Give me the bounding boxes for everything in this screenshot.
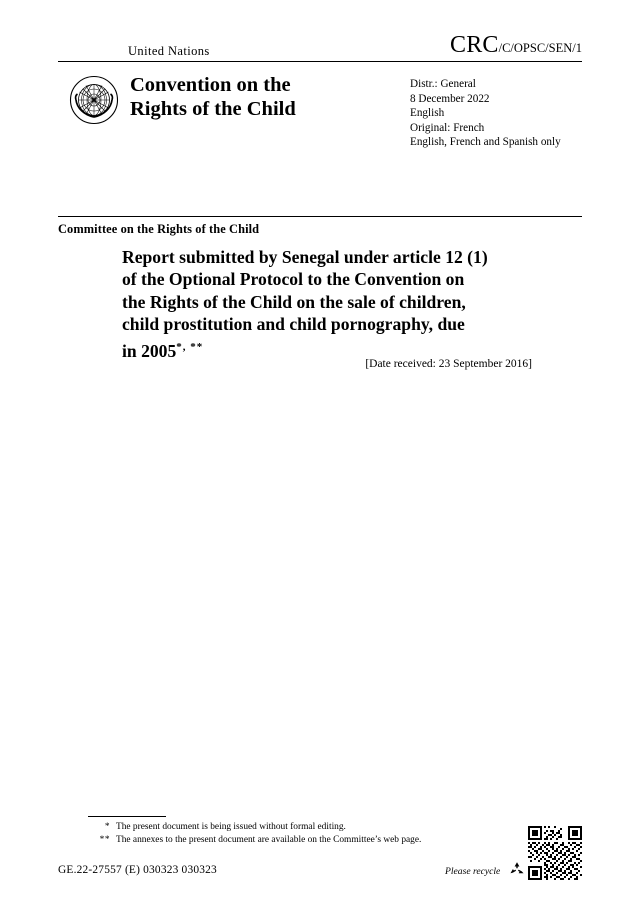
footnote-separator: [88, 816, 166, 817]
distribution-language: English: [410, 107, 445, 120]
footnotes: [88, 821, 528, 847]
distribution-date: 8 December 2022: [410, 92, 490, 105]
title-line-3: the Rights of the Child on the sale of children,: [122, 291, 466, 312]
recycle-icon: [508, 860, 526, 878]
distribution-languages-only: English, French and Spanish only: [410, 136, 561, 149]
title-line-5: in 2005: [122, 340, 177, 361]
title-line-2: of the Optional Protocol to the Convention on: [122, 269, 465, 290]
distribution-line: Distr.: General: [410, 78, 476, 90]
page-title: [122, 246, 542, 362]
committee-rule: [58, 216, 582, 217]
footnote-item: [88, 821, 528, 834]
footnote-mark: **: [99, 835, 110, 846]
title-footnote-marks: *, **: [176, 340, 204, 353]
distribution-original: Original: French: [410, 121, 485, 134]
date-received: [Date received: 23 September 2016]: [365, 358, 532, 370]
document-symbol: [450, 32, 582, 59]
un-emblem-icon: [69, 75, 119, 125]
footnote-text: The annexes to the present document are available on the Committee’s web page.: [116, 835, 422, 846]
recycle-label: Please recycle: [445, 866, 501, 877]
document-symbol-suffix: /C/OPSC/SEN/1: [498, 41, 582, 55]
emblem-cell: [58, 71, 130, 150]
organization-label: United Nations: [128, 44, 210, 58]
header-body: [58, 71, 582, 150]
distribution-block: [410, 71, 582, 150]
convention-title-line2: Rights of the Child: [130, 98, 296, 120]
footnote-text: The present document is being issued without formal editing.: [116, 822, 346, 832]
qr-code: [528, 826, 582, 880]
title-line-1: Report submitted by Senegal under article 12 (1): [122, 247, 488, 267]
footnote-item: [88, 834, 528, 847]
document-header: [58, 32, 582, 150]
job-number: GE.22-27557 (E) 030323 030323: [58, 864, 217, 876]
committee-name: Committee on the Rights of the Child: [58, 222, 260, 236]
header-rule-thick: [58, 61, 582, 62]
footnote-mark: *: [104, 822, 110, 832]
convention-title: [130, 71, 410, 150]
header-top-row: [58, 32, 582, 61]
convention-title-line1: Convention on the: [130, 74, 291, 96]
document-symbol-prefix: CRC: [450, 32, 499, 58]
title-line-4: child prostitution and child pornography, due: [122, 314, 465, 335]
